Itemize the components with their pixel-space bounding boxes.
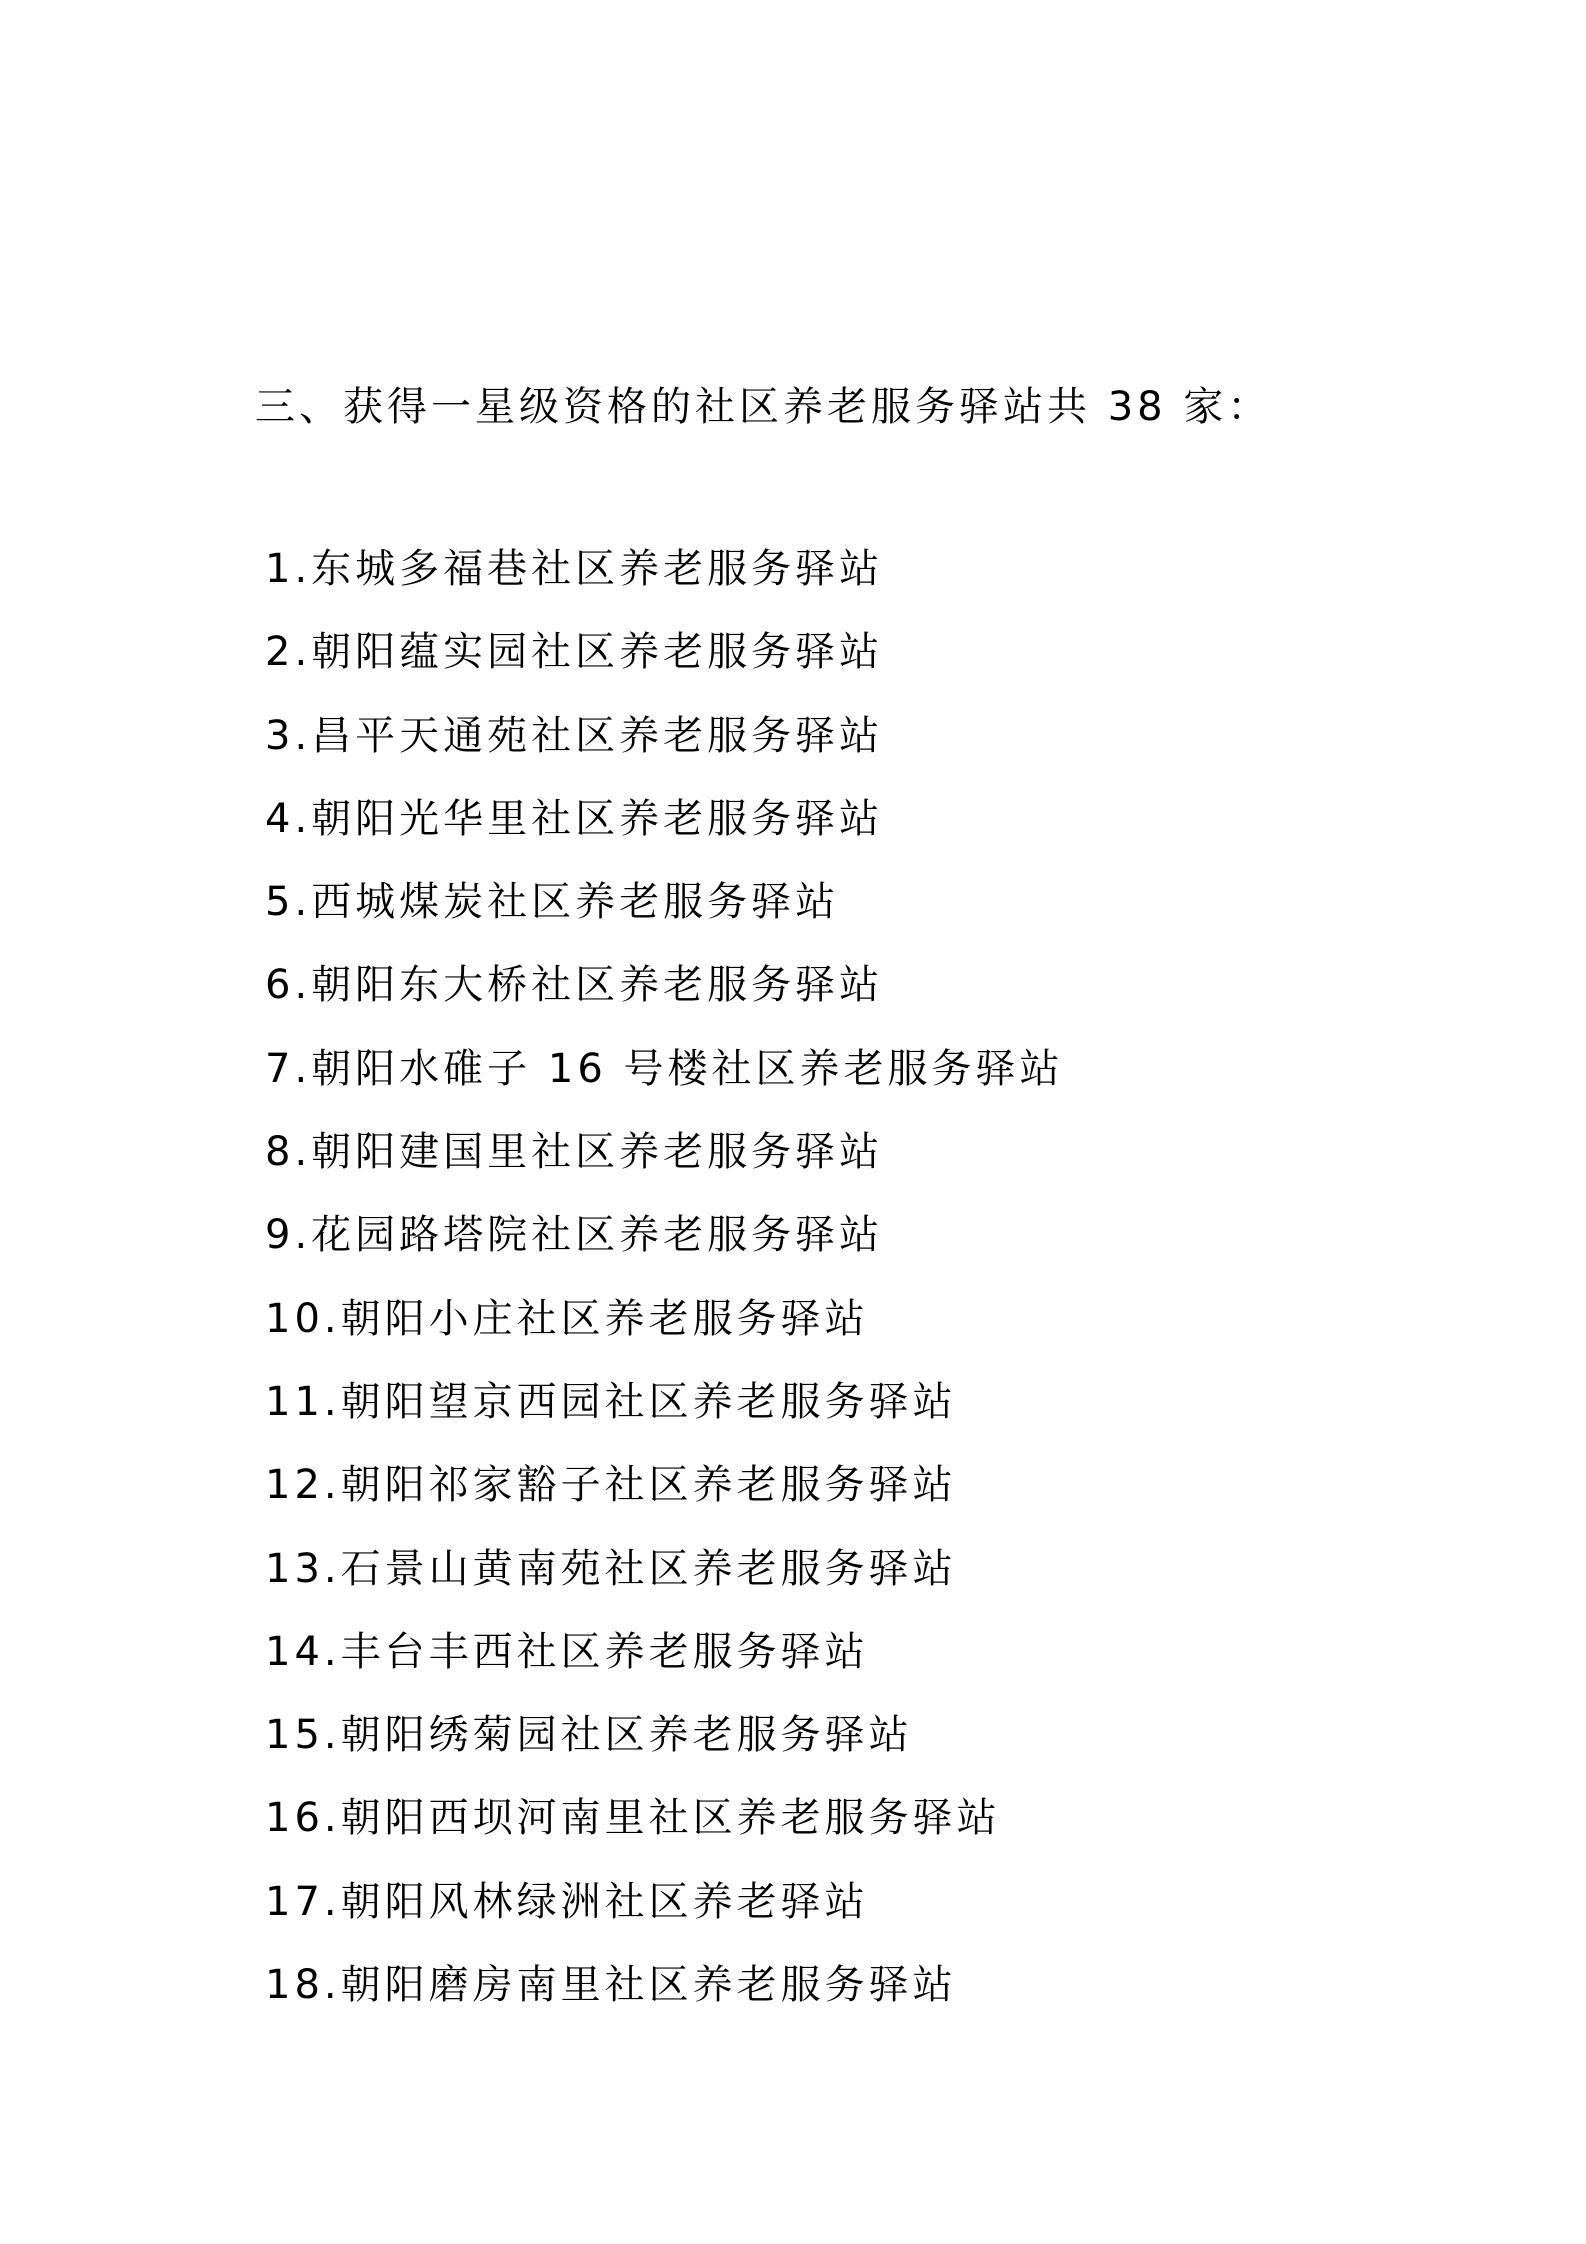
list-item: 9.花园路塔院社区养老服务驿站 bbox=[265, 1212, 884, 1259]
list-item: 18.朝阳磨房南里社区养老服务驿站 bbox=[265, 1962, 957, 2009]
list-item: 16.朝阳西坝河南里社区养老服务驿站 bbox=[265, 1795, 1001, 1842]
section-heading: 三、获得一星级资格的社区养老服务驿站共 38 家： bbox=[255, 384, 1272, 430]
station-list bbox=[265, 536, 1064, 2035]
list-item: 14.丰台丰西社区养老服务驿站 bbox=[265, 1628, 869, 1675]
list-item: 3.昌平天通苑社区养老服务驿站 bbox=[265, 712, 884, 759]
list-item: 10.朝阳小庄社区养老服务驿站 bbox=[265, 1295, 869, 1342]
list-item: 8.朝阳建国里社区养老服务驿站 bbox=[265, 1129, 884, 1176]
list-item: 13.石景山黄南苑社区养老服务驿站 bbox=[265, 1545, 957, 1592]
list-item: 4.朝阳光华里社区养老服务驿站 bbox=[265, 795, 884, 842]
list-item: 1.东城多福巷社区养老服务驿站 bbox=[265, 546, 884, 592]
list-item: 17.朝阳风林绿洲社区养老驿站 bbox=[265, 1878, 869, 1925]
list-item: 12.朝阳祁家豁子社区养老服务驿站 bbox=[265, 1462, 957, 1509]
list-item: 15.朝阳绣菊园社区养老服务驿站 bbox=[265, 1712, 913, 1759]
list-item: 6.朝阳东大桥社区养老服务驿站 bbox=[265, 962, 884, 1009]
list-item: 11.朝阳望京西园社区养老服务驿站 bbox=[265, 1378, 957, 1425]
list-item: 5.西城煤炭社区养老服务驿站 bbox=[265, 879, 840, 926]
list-item: 2.朝阳蕴实园社区养老服务驿站 bbox=[265, 629, 884, 676]
list-item: 7.朝阳水碓子 16 号楼社区养老服务驿站 bbox=[265, 1045, 1064, 1092]
